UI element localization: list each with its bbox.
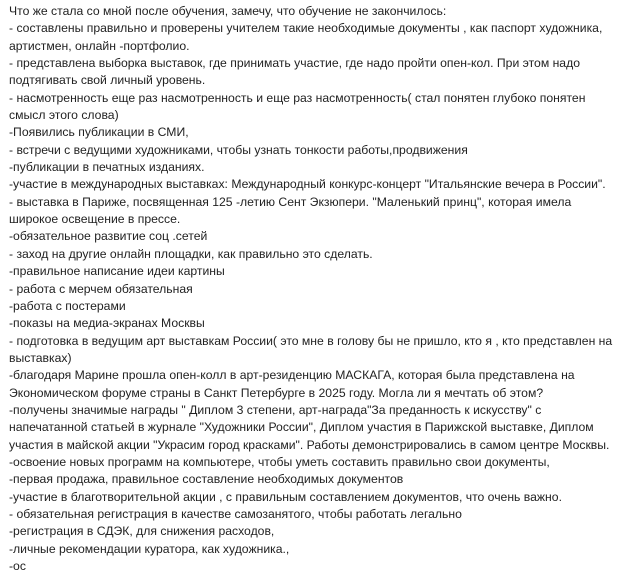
list-item: -регистрация в СДЭК, для снижения расходов,	[9, 524, 275, 539]
intro-line: Что же стала со мной после обучения, замечу, что обучение не закончилось:	[9, 4, 447, 18]
list-item: -правильное написание идеи картины	[9, 264, 225, 279]
list-item: - представлена выборка выставок, где принимать участие, где надо пройти опен-кол. При этом надо подтягивать свой личный уровень.	[9, 56, 580, 88]
list-item: -обязательное развитие соц .сетей	[9, 229, 208, 244]
list-item: -получены значимые награды " Диплом 3 степени, арт-награда"За преданность к искусству" с напечатанной статьей в журнале "Художники России", Диплом участия в Парижской выставке, Диплом участия в майской акции "Украсим город красками". Работы демонстрировались в самом центре Москвы.	[9, 402, 610, 452]
list-item: - работа с мерчем обязательная	[9, 281, 193, 296]
list-item: -Появились публикации в СМИ,	[9, 125, 189, 140]
list-item: -благодаря Марине прошла опен-колл в арт-резиденцию МАСКАГА, которая была представлена на Экономическом форуме страны в Санкт Петербурге в 2025 году. Могла ли я мечтать об этом?	[9, 368, 575, 400]
list-item: -публикации в печатных изданиях.	[9, 160, 205, 175]
list-item: - выставка в Париже, посвященная 125 -летию Сент Экзюпери. "Маленький принц", которая имела широкое освещение в прессе.	[9, 194, 572, 227]
list-item: -первая продажа, правильное составление необходимых документов	[9, 472, 404, 487]
document-text	[9, 3, 621, 575]
list-item: - заход на другие онлайн площадки, как правильно это сделать.	[9, 246, 373, 261]
list-item: -работа с постерами	[9, 298, 126, 313]
list-item: -ос	[9, 559, 26, 573]
list-item: -участие в международных выставках: Международный конкурс-концерт "Итальянские вечера в России".	[9, 177, 606, 192]
list-item: -участие в благотворительной акции , с правильным составлением документов, что очень важно.	[9, 489, 562, 504]
list-item: - встречи с ведущими художниками, чтобы узнать тонкости работы,продвижения	[9, 142, 468, 157]
list-item: - насмотренность еще раз насмотренность и еще раз насмотренность( стал понятен глубоко понятен смысл этого слова)	[9, 90, 586, 123]
list-item: - обязательная регистрация в качестве самозанятого, чтобы работать легально	[9, 506, 462, 521]
list-item: -освоение новых программ на компьютере, чтобы уметь составить правильно свои документы,	[9, 454, 550, 469]
list-item: - подготовка в ведущим арт выставкам России( это мне в голову бы не пришло, кто я , кто представлен на выставках)	[9, 333, 613, 365]
list-item: -личные рекомендации куратора, как художника.,	[9, 541, 290, 556]
list-item: - составлены правильно и проверены учителем такие необходимые документы , как паспорт художника, артистмен, онлайн -портфолио.	[9, 21, 603, 53]
list-item: -показы на медиа-экранах Москвы	[9, 316, 205, 331]
